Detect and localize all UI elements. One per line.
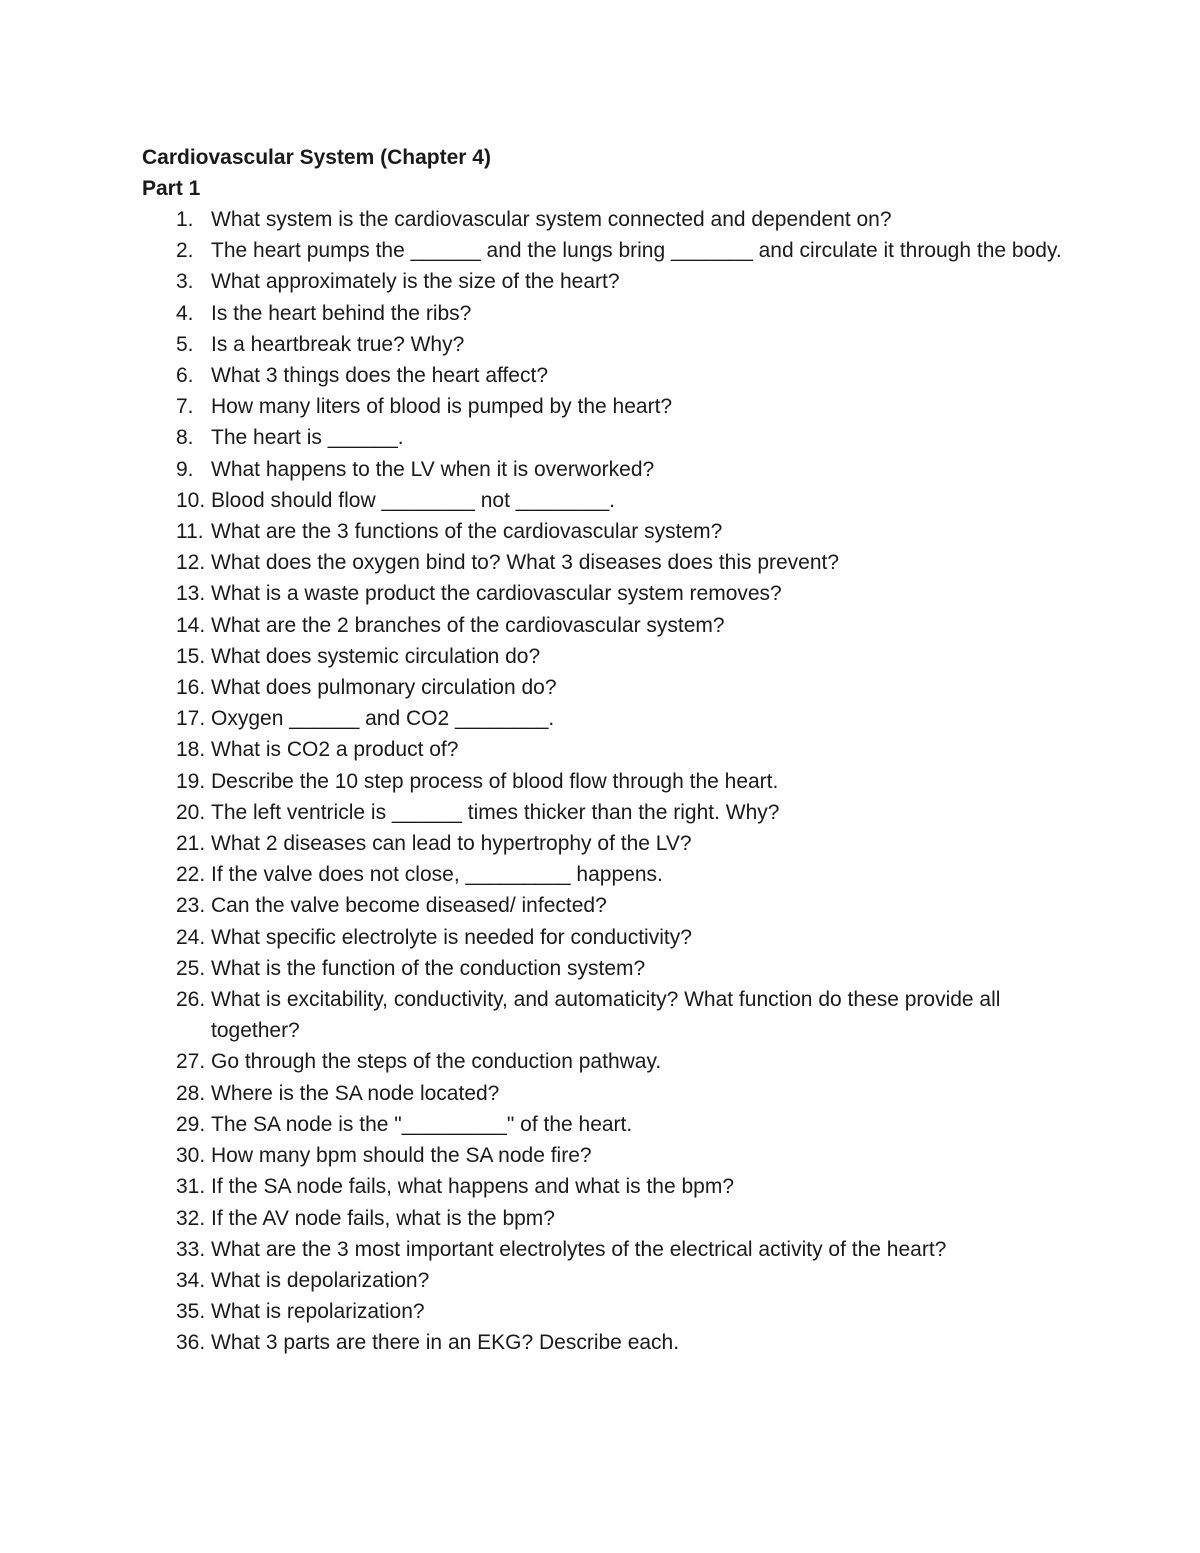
question-text: How many liters of blood is pumped by the heart? [211, 395, 673, 419]
question-text: If the AV node fails, what is the bpm? [211, 1206, 555, 1230]
question-text: The SA node is the "_________" of the heart. [211, 1112, 633, 1136]
question-text: Oxygen ______ and CO2 ________. [211, 707, 555, 731]
question-number: 17. [176, 707, 206, 731]
question-number: 15. [176, 644, 206, 668]
question-number: 31. [176, 1175, 206, 1199]
question-number-cell [142, 890, 211, 921]
question-item [142, 578, 1062, 609]
question-item [142, 298, 1062, 329]
question-text: Is the heart behind the ribs? [211, 301, 472, 325]
question-text: What is the function of the conduction system? [211, 956, 646, 980]
question-item [142, 516, 1062, 547]
question-item [142, 266, 1062, 297]
question-item [142, 1203, 1062, 1234]
question-item [142, 235, 1062, 266]
question-number-cell [142, 1109, 211, 1140]
question-number-cell [142, 266, 211, 297]
question-text: What specific electrolyte is needed for conductivity? [211, 925, 692, 949]
question-item [142, 641, 1062, 672]
question-text: Blood should flow ________ not ________. [211, 488, 616, 512]
question-item [142, 1109, 1062, 1140]
question-item [142, 391, 1062, 422]
question-number-cell [142, 1046, 211, 1077]
question-text: Is a heartbreak true? Why? [211, 332, 465, 356]
question-text: Describe the 10 step process of blood flow through the heart. [211, 769, 779, 793]
question-number-cell [142, 1265, 211, 1296]
question-item [142, 329, 1062, 360]
question-number: 33. [176, 1237, 206, 1261]
question-number: 8. [176, 426, 194, 450]
question-text: What does systemic circulation do? [211, 644, 541, 668]
question-number: 10. [176, 488, 206, 512]
question-number-cell [142, 610, 211, 641]
question-number: 12. [176, 551, 206, 575]
question-number-cell [142, 516, 211, 547]
question-list [142, 204, 1062, 1359]
question-item [142, 204, 1062, 235]
question-number: 23. [176, 894, 206, 918]
question-text: Go through the steps of the conduction pathway. [211, 1050, 662, 1074]
question-text: The heart pumps the ______ and the lungs bring _______ and circulate it through the body. [211, 239, 1062, 263]
question-text: What are the 3 most important electrolytes of the electrical activity of the heart? [211, 1237, 947, 1261]
part-heading: Part 1 [142, 177, 201, 200]
question-number-cell [142, 235, 211, 266]
question-number: 9. [176, 457, 194, 481]
question-item [142, 984, 1062, 1046]
question-number-cell [142, 329, 211, 360]
question-item [142, 703, 1062, 734]
question-text: How many bpm should the SA node fire? [211, 1144, 592, 1168]
question-item [142, 766, 1062, 797]
question-number: 36. [176, 1331, 206, 1355]
question-text: What 3 things does the heart affect? [211, 364, 548, 388]
question-number: 6. [176, 364, 194, 388]
question-number-cell [142, 1171, 211, 1202]
question-text: What is CO2 a product of? [211, 738, 459, 762]
question-number-cell [142, 734, 211, 765]
question-number: 30. [176, 1144, 206, 1168]
question-number: 3. [176, 270, 194, 294]
question-number-cell [142, 797, 211, 828]
question-item [142, 485, 1062, 516]
question-item [142, 859, 1062, 890]
question-text: What is excitability, conductivity, and automaticity? What function do these provide all together? [211, 988, 1001, 1043]
question-number-cell [142, 422, 211, 453]
question-number-cell [142, 953, 211, 984]
question-number: 29. [176, 1112, 206, 1136]
question-number: 2. [176, 239, 194, 263]
question-item [142, 797, 1062, 828]
question-text: Can the valve become diseased/ infected? [211, 894, 607, 918]
question-text: If the valve does not close, _________ happens. [211, 863, 663, 887]
question-item [142, 547, 1062, 578]
question-number: 19. [176, 769, 206, 793]
question-item [142, 1140, 1062, 1171]
question-text: What 2 diseases can lead to hypertrophy of the LV? [211, 832, 692, 856]
question-text: What 3 parts are there in an EKG? Describe each. [211, 1331, 680, 1355]
question-item [142, 1171, 1062, 1202]
question-item [142, 1265, 1062, 1296]
question-number-cell [142, 1296, 211, 1327]
question-number-cell [142, 454, 211, 485]
question-number: 28. [176, 1081, 206, 1105]
question-number: 16. [176, 676, 206, 700]
question-item [142, 454, 1062, 485]
question-number-cell [142, 828, 211, 859]
question-item [142, 890, 1062, 921]
question-text: What is repolarization? [211, 1300, 425, 1324]
question-number: 34. [176, 1268, 206, 1292]
question-item [142, 828, 1062, 859]
question-number-cell [142, 766, 211, 797]
document-title: Cardiovascular System (Chapter 4) [142, 146, 491, 169]
question-number: 5. [176, 332, 194, 356]
question-number-cell [142, 1140, 211, 1171]
question-number: 4. [176, 301, 194, 325]
question-text: If the SA node fails, what happens and what is the bpm? [211, 1175, 735, 1199]
question-text: What is depolarization? [211, 1268, 430, 1292]
question-item [142, 922, 1062, 953]
question-text: What approximately is the size of the heart? [211, 270, 620, 294]
question-number: 20. [176, 800, 206, 824]
question-number: 14. [176, 613, 206, 637]
question-text: What is a waste product the cardiovascular system removes? [211, 582, 782, 606]
question-number-cell [142, 1234, 211, 1265]
question-number: 27. [176, 1050, 206, 1074]
question-number-cell [142, 859, 211, 890]
question-number: 18. [176, 738, 206, 762]
question-number-cell [142, 641, 211, 672]
question-text: What are the 3 functions of the cardiovascular system? [211, 520, 723, 544]
question-item [142, 610, 1062, 641]
question-number-cell [142, 672, 211, 703]
question-item [142, 422, 1062, 453]
question-text: What does the oxygen bind to? What 3 diseases does this prevent? [211, 551, 840, 575]
question-number-cell [142, 703, 211, 734]
question-text: Where is the SA node located? [211, 1081, 500, 1105]
question-number: 21. [176, 832, 206, 856]
question-item [142, 953, 1062, 984]
question-number-cell [142, 391, 211, 422]
question-item [142, 672, 1062, 703]
question-number-cell [142, 922, 211, 953]
question-item [142, 1078, 1062, 1109]
question-number: 11. [176, 520, 204, 544]
question-number: 22. [176, 863, 206, 887]
question-number-cell [142, 360, 211, 391]
question-item [142, 1327, 1062, 1358]
question-text: The left ventricle is ______ times thicker than the right. Why? [211, 800, 780, 824]
question-text: The heart is ______. [211, 426, 404, 450]
question-item [142, 1234, 1062, 1265]
question-number-cell [142, 204, 211, 235]
question-text: What does pulmonary circulation do? [211, 676, 557, 700]
question-number: 13. [176, 582, 206, 606]
question-item [142, 1046, 1062, 1077]
document-content [142, 142, 1062, 1359]
question-number-cell [142, 984, 211, 1046]
question-number-cell [142, 547, 211, 578]
question-number: 1. [176, 208, 194, 231]
question-number-cell [142, 1327, 211, 1358]
question-item [142, 360, 1062, 391]
question-number-cell [142, 485, 211, 516]
question-number-cell [142, 1203, 211, 1234]
question-number: 7. [176, 395, 194, 419]
question-number-cell [142, 578, 211, 609]
question-number: 25. [176, 956, 206, 980]
question-text: What happens to the LV when it is overworked? [211, 457, 655, 481]
question-text: What system is the cardiovascular system connected and dependent on? [211, 208, 892, 231]
question-item [142, 734, 1062, 765]
question-item [142, 1296, 1062, 1327]
question-number: 26. [176, 988, 206, 1012]
question-number: 32. [176, 1206, 206, 1230]
question-number-cell [142, 1078, 211, 1109]
question-number: 35. [176, 1300, 206, 1324]
question-number: 24. [176, 925, 206, 949]
question-text: What are the 2 branches of the cardiovascular system? [211, 613, 725, 637]
question-number-cell [142, 298, 211, 329]
